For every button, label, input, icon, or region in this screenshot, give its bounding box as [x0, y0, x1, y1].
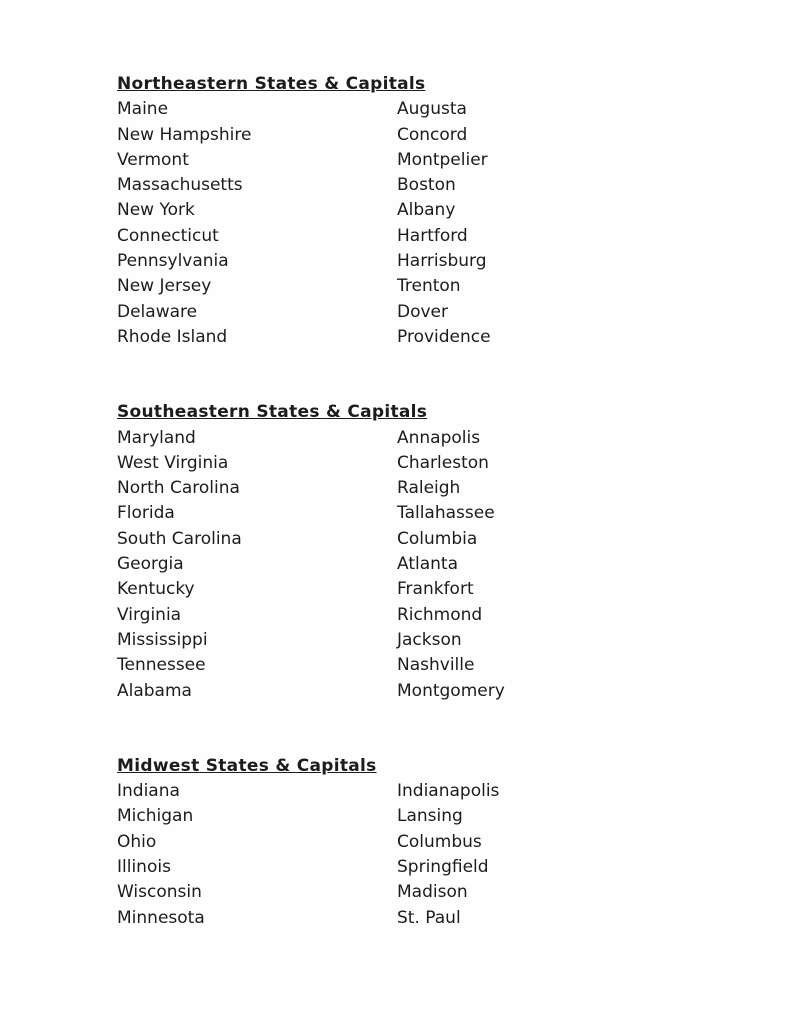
state-name: Wisconsin: [117, 882, 202, 903]
state-capital-section: [117, 72, 751, 350]
state-name: New Jersey: [117, 276, 212, 297]
capital-name: Frankfort: [397, 579, 474, 600]
capital-name: Atlanta: [397, 554, 458, 575]
state-capital-row: [117, 300, 751, 325]
capital-name: Concord: [397, 124, 468, 145]
state-name: Maryland: [117, 427, 196, 448]
section-title: Southeastern States & Capitals: [117, 402, 428, 423]
state-capital-row: [117, 679, 751, 704]
capital-name: Boston: [397, 175, 456, 196]
state-name: Delaware: [117, 301, 198, 322]
state-capital-row: [117, 476, 751, 501]
capital-name: Indianapolis: [397, 781, 500, 802]
state-name: Alabama: [117, 680, 192, 701]
section-title: Northeastern States & Capitals: [117, 74, 426, 94]
state-capital-row: [117, 552, 751, 577]
capital-name: Albany: [397, 200, 456, 221]
state-name: New Hampshire: [117, 124, 252, 145]
state-capital-row: [117, 325, 751, 350]
capital-name: Montgomery: [397, 680, 505, 701]
section-rows: [117, 426, 751, 704]
state-capital-row: [117, 628, 751, 653]
state-capital-row: [117, 804, 751, 829]
capital-name: Columbus: [397, 831, 482, 852]
state-capital-section: [117, 400, 751, 704]
capital-name: Trenton: [397, 276, 461, 297]
state-name: Maine: [117, 99, 169, 120]
state-name: Connecticut: [117, 225, 219, 246]
state-capital-row: [117, 855, 751, 880]
state-name: North Carolina: [117, 478, 240, 499]
capital-name: Lansing: [397, 806, 463, 827]
section-rows: [117, 97, 751, 350]
capital-name: Harrisburg: [397, 251, 487, 272]
state-name: Minnesota: [117, 907, 205, 928]
section-title: Midwest States & Capitals: [117, 755, 377, 776]
state-name: South Carolina: [117, 528, 242, 549]
capital-name: Tallahassee: [397, 503, 495, 524]
state-name: Virginia: [117, 604, 182, 625]
state-name: Tennessee: [117, 655, 206, 676]
state-capital-row: [117, 501, 751, 526]
state-capital-section: [117, 754, 751, 931]
capital-name: Hartford: [397, 225, 468, 246]
state-name: Pennsylvania: [117, 251, 229, 272]
state-capital-row: [117, 603, 751, 628]
state-name: Indiana: [117, 781, 180, 802]
state-capital-row: [117, 274, 751, 299]
state-name: Michigan: [117, 806, 194, 827]
state-capital-row: [117, 198, 751, 223]
capital-name: Raleigh: [397, 478, 461, 499]
state-capital-row: [117, 249, 751, 274]
state-name: Massachusetts: [117, 175, 243, 196]
state-name: Illinois: [117, 857, 171, 878]
state-capital-row: [117, 451, 751, 476]
state-name: Mississippi: [117, 629, 208, 650]
capital-name: Dover: [397, 301, 448, 322]
capital-name: Montpelier: [397, 149, 488, 170]
capital-name: Madison: [397, 882, 468, 903]
state-capital-row: [117, 880, 751, 905]
state-capital-row: [117, 123, 751, 148]
section-rows: [117, 779, 751, 931]
capital-name: Jackson: [397, 629, 462, 650]
state-capital-row: [117, 173, 751, 198]
capital-name: St. Paul: [397, 907, 461, 928]
state-capital-row: [117, 779, 751, 804]
state-name: Rhode Island: [117, 326, 228, 347]
state-capital-row: [117, 224, 751, 249]
capital-name: Nashville: [397, 655, 475, 676]
capital-name: Charleston: [397, 452, 489, 473]
state-name: Georgia: [117, 554, 184, 575]
capital-name: Annapolis: [397, 427, 481, 448]
capital-name: Augusta: [397, 99, 467, 120]
sections-container: [117, 72, 751, 931]
state-capital-row: [117, 426, 751, 451]
state-name: New York: [117, 200, 195, 221]
state-capital-row: [117, 97, 751, 122]
state-capital-row: [117, 653, 751, 678]
capital-name: Providence: [397, 326, 491, 347]
state-name: Kentucky: [117, 579, 195, 600]
state-name: Florida: [117, 503, 175, 524]
state-name: Ohio: [117, 831, 157, 852]
state-capital-row: [117, 906, 751, 931]
capital-name: Richmond: [397, 604, 483, 625]
capital-name: Columbia: [397, 528, 478, 549]
state-capital-row: [117, 830, 751, 855]
capital-name: Springfield: [397, 857, 489, 878]
state-capital-row: [117, 527, 751, 552]
state-name: West Virginia: [117, 452, 229, 473]
state-capital-row: [117, 577, 751, 602]
state-capital-row: [117, 148, 751, 173]
state-name: Vermont: [117, 149, 189, 170]
